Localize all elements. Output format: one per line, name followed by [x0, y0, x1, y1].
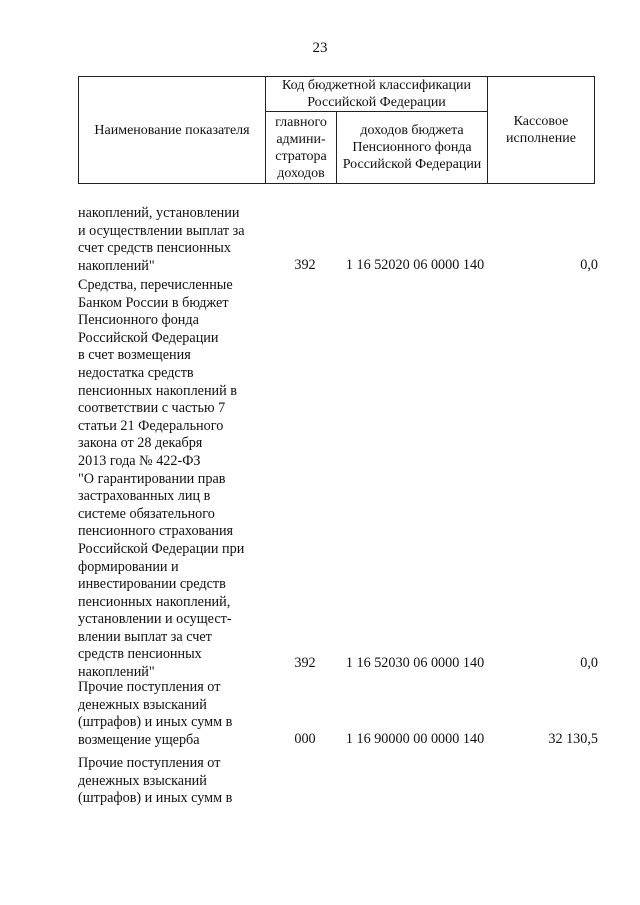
- column-header-admin: главного админи-стратора доходов: [266, 112, 337, 184]
- row-amount: 0,0: [580, 257, 598, 274]
- row-budget-code: 1 16 52020 06 0000 140: [345, 257, 485, 274]
- table-header: [78, 76, 595, 184]
- row-amount: 0,0: [580, 655, 598, 672]
- column-header-amount: Кассовое исполнение: [488, 77, 595, 184]
- table-row: [78, 277, 601, 681]
- table-row: [78, 755, 601, 809]
- row-budget-code: 1 16 52030 06 0000 140: [345, 655, 485, 672]
- column-group-header-code: Код бюджетной классификации Российской Федерации: [266, 77, 488, 112]
- page-number: 23: [312, 40, 328, 56]
- row-name: Средства, перечисленные Банком России в бюджет Пенсионного фонда Российской Федерации в счет возмещения недостатка средств пенсионных накоплений в соответствии с частью 7 статьи 21 Федерального закона от 28 декабря 2013 года № 422-ФЗ "О гарантировании прав застрахованных лиц в системе обязательного пенсионного страхования Российской Федерации при формировании и инвестировании средств пенсионных накоплений, установлении и осущест- влении выплат за счет средств пенсионных накоплений": [78, 277, 245, 681]
- row-admin-code: 000: [294, 731, 316, 748]
- row-name: накоплений, установлении и осуществлении выплат за счет средств пенсионных накоплений": [78, 205, 245, 274]
- row-amount: 32 130,5: [548, 731, 598, 748]
- row-budget-code: 1 16 90000 00 0000 140: [345, 731, 485, 748]
- row-admin-code: 392: [294, 257, 316, 274]
- column-header-name: Наименование показателя: [79, 77, 266, 184]
- column-header-revenue-code: доходов бюджета Пенсионного фонда Российской Федерации: [337, 112, 488, 184]
- table-row: [78, 205, 601, 275]
- table-row: [78, 679, 601, 749]
- row-admin-code: 392: [294, 655, 316, 672]
- row-name: Прочие поступления от денежных взысканий (штрафов) и иных сумм в возмещение ущерба: [78, 679, 233, 748]
- row-name: Прочие поступления от денежных взысканий (штрафов) и иных сумм в: [78, 755, 233, 807]
